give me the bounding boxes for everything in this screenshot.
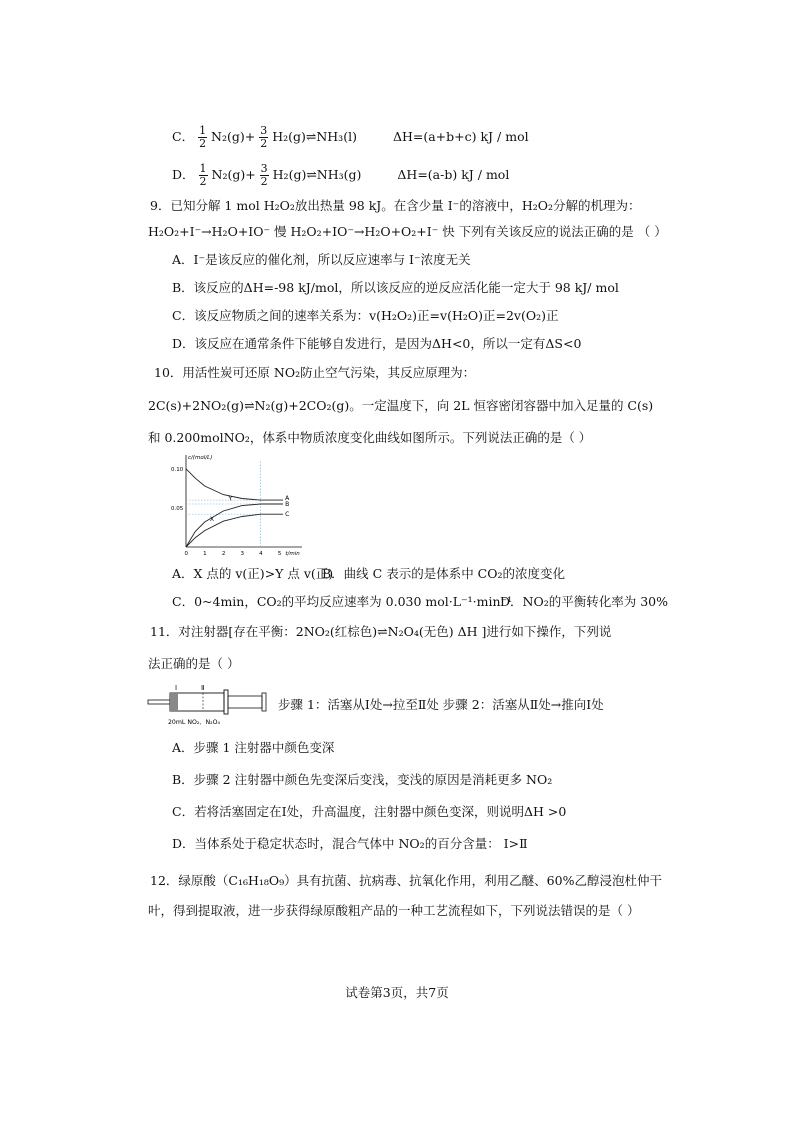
chart-lines [186,469,283,547]
syringe-diagram [146,682,271,727]
q10-option-a: A．X 点的 v(正)>Y 点 v(正) [172,566,334,581]
q11-option-c: C．若将活塞固定在Ⅰ处，升高温度，注射器中颜色变深，则说明ΔH >0 [172,804,567,819]
x-tick-label: 3 [240,551,244,557]
x-tick-label: 1 [203,551,207,557]
fraction-three-halves: $\frac{3}{2}$ [260,162,268,188]
q11-option-b: B．步骤 2 注射器中颜色先变深后变浅，变浅的原因是消耗更多 NO₂ [172,772,553,787]
q10-option-b: B．曲线 C 表示的是体系中 CO₂的浓度变化 [322,566,565,581]
enthalpy-c: ΔH=(a+b+c) kJ / mol [392,129,529,144]
q9-option-b: B．该反应的ΔH=-98 kJ/mol，所以该反应的逆反应活化能一定大于 98 kJ/ mol [172,280,619,295]
y-tick-label: 0.10 [171,466,184,473]
fraction-half: $\frac{1}{2}$ [199,162,207,188]
syringe-mark-2: Ⅱ [201,684,205,692]
q8-option-d: D． $\frac{1}{2}$ N₂(g)+ $\frac{3}{2}$ H₂(g)⇌NH₃(g) ΔH=(a-b) kJ / mol [172,162,510,188]
q12-stem: 12．绿原酸（C₁₆H₁₈O₉）具有抗菌、抗病毒、抗氧化作用，利用乙醚、60%乙醇浸泡杜仲干 [150,873,662,888]
x-tick-label: 2 [221,551,226,557]
q11-steps: 步骤 1：活塞从Ⅰ处→拉至Ⅱ处 步骤 2：活塞从Ⅱ处→推向Ⅰ处 [278,697,604,712]
q11-option-a: A．步骤 1 注射器中颜色变深 [172,740,335,755]
x-tick-label: 4 [259,551,263,557]
q11-stem: 11．对注射器[存在平衡：2NO₂(红棕色)⇌N₂O₄(无色) ΔH ]进行如下操作，下列说 [150,624,612,639]
x-tick-label: 5 [277,551,282,557]
x-tick-label: 0 [184,551,188,557]
syringe-label: 20mL NO₂、N₂O₄ [168,719,220,726]
q9-mechanism: H₂O₂+I⁻→H₂O+IO⁻ 慢 H₂O₂+IO⁻→H₂O+O₂+I⁻ 快 下列有关该反应的说法正确的是 （ ） [148,224,667,239]
q9-option-a: A．I⁻是该反应的催化剂，所以反应速率与 I⁻浓度无关 [172,252,471,267]
series-label-A: A [285,495,290,503]
q10-stem-2: 和 0.200molNO₂，体系中物质浓度变化曲线如图所示。下列说法正确的是（ ） [148,430,592,445]
q10-stem: 10．用活性炭可还原 NO₂防止空气污染，其反应原理为： [154,365,476,380]
q12-stem-2: 叶，得到提取液，进一步获得绿原酸粗产品的一种工艺流程如下，下列说法错误的是（ ） [148,903,640,918]
series-label-C: C [285,511,290,519]
y-axis-label: c/(mol/L) [188,455,213,461]
point-label-Y: Y [228,495,233,503]
y-tick-label: 0.05 [171,505,184,512]
concentration-time-chart [166,453,306,558]
q8-option-c: C． $\frac{1}{2}$ N₂(g)+ $\frac{3}{2}$ H₂(g)⇌NH₃(l) ΔH=(a+b+c) kJ / mol [172,124,529,150]
q9-option-d: D．该反应在通常条件下能够自发进行，是因为ΔH<0，所以一定有ΔS<0 [172,336,582,351]
q11-stem-2: 法正确的是（ ） [148,656,240,671]
chart-labels [171,455,300,557]
option-label: C． [172,129,195,144]
q11-option-d: D．当体系处于稳定状态时，混合气体中 NO₂的百分含量： Ⅰ>Ⅱ [172,836,528,851]
syringe-mark-1: Ⅰ [175,684,178,692]
q10-option-d: D．NO₂的平衡转化率为 30% [500,594,668,609]
page-footer: 试卷第3页，共7页 [345,985,449,1000]
q10-equation: 2C(s)+2NO₂(g)⇌N₂(g)+2CO₂(g)。一定温度下，向 2L 恒容密闭容器中加入足量的 C(s) [148,398,654,413]
fraction-half: $\frac{1}{2}$ [199,124,207,150]
x-axis-label: t/min [285,551,300,557]
option-label: D． [172,167,195,182]
point-label-X: X [209,515,214,523]
q9-stem: 9．已知分解 1 mol H₂O₂放出热量 98 kJ。在含少量 I⁻的溶液中，H₂O₂分解的机理为： [150,198,641,213]
q10-option-c: C．0~4min，CO₂的平均反应速率为 0.030 mol·L⁻¹·min⁻¹ [172,594,513,609]
q9-option-c: C．该反应物质之间的速率关系为：v(H₂O₂)正=v(H₂O)正=2v(O₂)正 [172,308,559,323]
series-line-C [186,514,283,547]
enthalpy-d: ΔH=(a-b) kJ / mol [397,167,510,182]
series-line-A [186,469,283,500]
fraction-three-halves: $\frac{3}{2}$ [260,124,268,150]
series-line-B [186,504,283,547]
series-label-B: B [285,501,290,508]
